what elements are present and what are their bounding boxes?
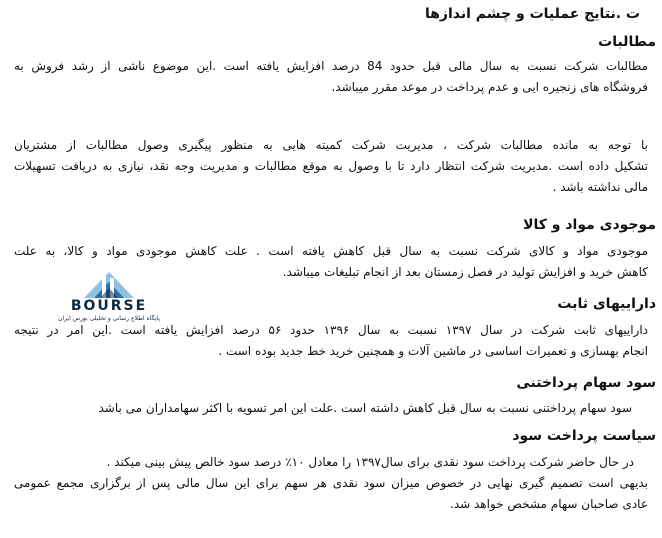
section-title-dividends-payable: سود سهام پرداختنی (516, 375, 656, 391)
text-line: مطالبات شرکت نسبت به سال مالی قبل حدود 84 درصد افزایش یافته است .این موضوع ناشی از رشد فروش به (14, 59, 648, 73)
text-line: در حال حاضر شرکت پرداخت سود نقدی برای سال۱۳۹۷ را معادل ۱۰٪ درصد سود خالص پیش بینی میکند . (106, 455, 634, 469)
text-line: عادی صاحبان سهام مشخص خواهد شد. (450, 497, 648, 511)
text-line: با توجه به مانده مطالبات شرکت ، مدیریت شرکت کمیته هایی به منظور پیگیری وصول مطالبات از مشتریان (14, 138, 648, 152)
paragraph-receivables-2 (14, 135, 648, 198)
bourse-logo-mark (44, 268, 174, 300)
paragraph-fixed-assets (14, 320, 648, 362)
document-heading: ت .نتایج عملیات و چشم اندازها (424, 6, 640, 22)
text-line: فروشگاه های زنجیره ایی و عدم پرداخت در موعد مقرر میباشد. (331, 80, 648, 94)
section-title-fixed-assets: داراییهای ثابت (557, 296, 656, 312)
text-line: کاهش خرید و افزایش تولید در فصل زمستان بعد از انجام تبلیغات میباشد. (282, 265, 648, 279)
section-title-receivables: مطالبات (598, 34, 656, 50)
text-line: انجام بهسازی و تعمیرات اساسی در ماشین آلات و همچنین خرید خط جدید بوده است . (218, 344, 648, 358)
bourse-logo (44, 268, 174, 324)
text-line: مالی نداشته باشد . (552, 180, 648, 194)
section-title-inventory: موجودی مواد و کالا (523, 217, 656, 233)
logo-word: BOURSE (70, 298, 148, 314)
paragraph-receivables-1 (14, 56, 648, 98)
logo-tagline: پایگاه اطلاع رسانی و تحلیلی بورس ایران (58, 315, 160, 322)
text-line: تشکیل داده است .مدیریت شرکت انتظار دارد تا با وصول به موقع مطالبات و مدیریت وجه نقد، نیازی به دریافت تسهیلات (14, 159, 648, 173)
text-line: بدیهی است تصمیم گیری نهایی در خصوص میزان سود نقدی هر سهم برای این سال مالی پس از برگزاری مجمع عمومی (14, 476, 648, 490)
text-line: موجودی مواد و کالای شرکت نسبت به سال قبل کاهش یافته است . علت کاهش موجودی مواد و کالا، به علت (14, 244, 648, 258)
paragraph-dividend-policy (14, 452, 648, 515)
text-line: سود سهام پرداختنی نسبت به سال قبل کاهش داشته است .علت این امر تسویه با اکثر سهامداران می باشد (98, 401, 632, 415)
paragraph-dividends-payable (14, 398, 632, 419)
text-line: داراییهای ثابت شرکت در سال ۱۳۹۷ نسبت به سال ۱۳۹۶ حدود ۵۶ درصد افزایش یافته است .این امر در نتیجه (14, 323, 648, 337)
section-title-dividend-policy: سیاست پرداخت سود (512, 428, 656, 444)
